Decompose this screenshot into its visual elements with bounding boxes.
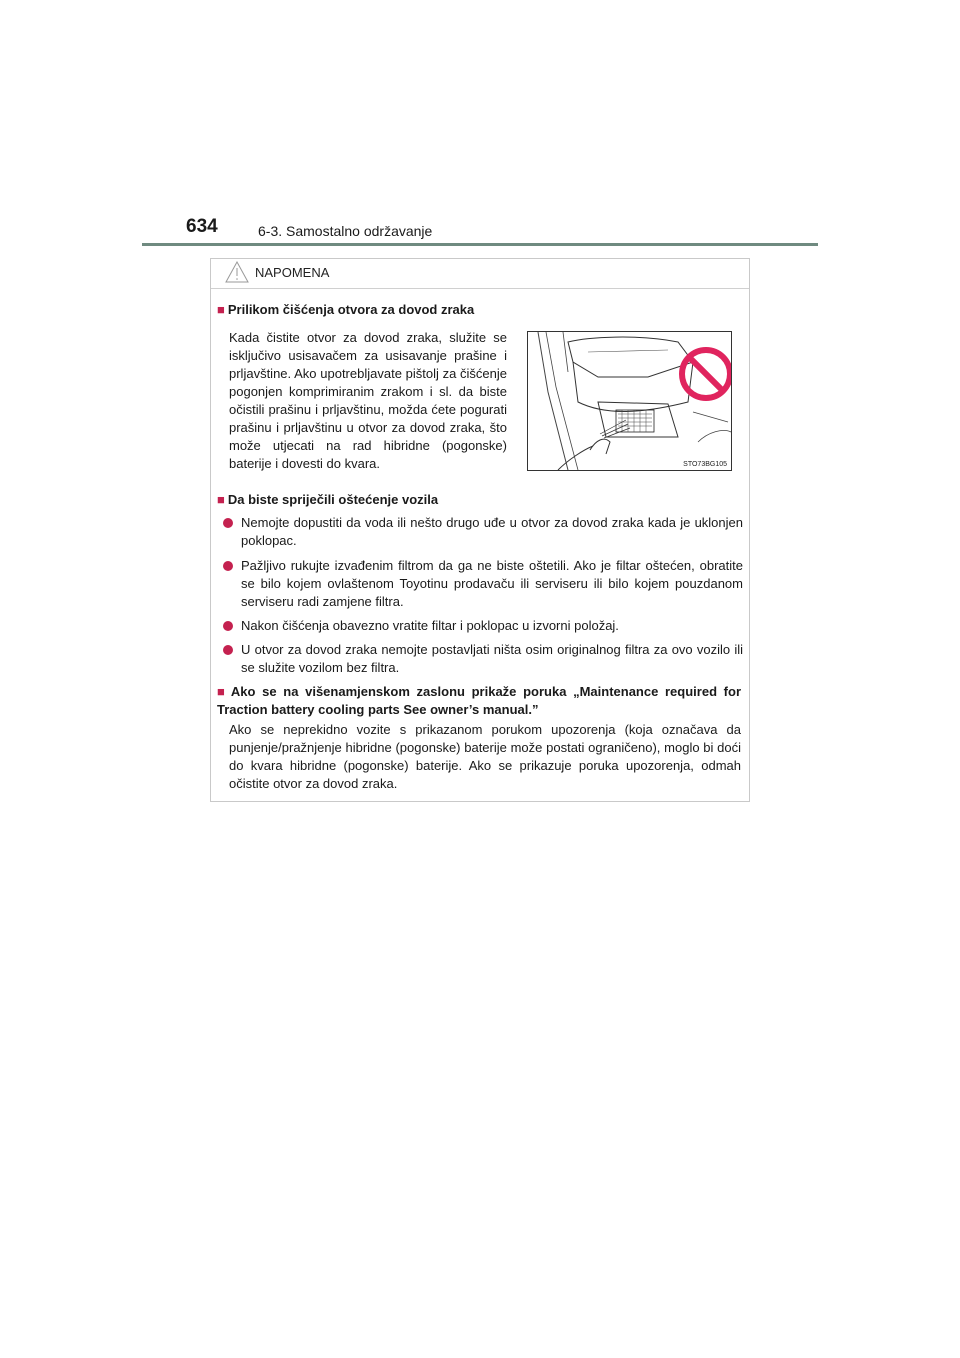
- paragraph-cleaning: Kada čistite otvor za dovod zraka, služite se isključivo usisavačem za usisavanje prašine i prljavštine. Ako upotrebljavate pištolj za čišćenje pogonjen komprimiranim zrakom i sl. da biste očistili prašinu i prljavštinu, možda ćete pogurati prašinu i prljavštinu u otvor za dovod zraka, što može utjecati na rad hibridne (pogonske) baterije i dovesti do kvara.: [229, 330, 507, 471]
- note-label: NAPOMENA: [255, 265, 330, 280]
- header-divider: [142, 243, 818, 246]
- paragraph-maintenance: Ako se neprekidno vozite s prikazanom porukom upozorenja (koja označava da punjenje/pražnjenje hibridne (pogonske) baterije može postati ograničeno), moglo bi doći do kvara hibridne (pogonske) baterije. Ako se prikazuje poruka upozorenja, odmah očistite otvor za dovod zraka.: [229, 722, 741, 791]
- heading-cleaning-text: Prilikom čišćenja otvora za dovod zraka: [227, 302, 475, 317]
- heading-prevent-damage-text: Da biste spriječili oštećenje vozila: [227, 492, 439, 507]
- heading-maintenance-message: [217, 683, 741, 719]
- note-header: [211, 259, 749, 289]
- heading-cleaning: [217, 301, 474, 319]
- heading-maintenance-message-text: Ako se na višenamjenskom zaslonu prikaže poruka „Maintenance required for Traction battery cooling parts See owner’s manual.”: [217, 684, 742, 717]
- page-number: 634: [186, 216, 218, 237]
- illustration-code: STO73BG105: [683, 461, 727, 468]
- square-bullet-icon: ■: [217, 684, 228, 699]
- list-item-text: Nakon čišćenja obavezno vratite filtar i poklopac u izvorni položaj.: [241, 618, 619, 633]
- bullet-dot-icon: [223, 621, 233, 631]
- list-item: [223, 617, 743, 635]
- square-bullet-icon: ■: [217, 492, 225, 507]
- square-bullet-icon: ■: [217, 302, 225, 317]
- list-item: [223, 557, 743, 611]
- list-item-text: Pažljivo rukujte izvađenim filtrom da ga ne biste oštetili. Ako je filtar oštećen, obratite se bilo kojem ovlaštenom Toyotinu prodavaču ili serviseru ili bilo kojem pouzdanom serviseru radi zamjene filtra.: [241, 558, 743, 609]
- section-title: 6-3. Samostalno održavanje: [258, 223, 433, 239]
- list-item-text: U otvor za dovod zraka nemojte postavljati ništa osim originalnog filtra za ovo vozilo ili se služite vozilom bez filtra.: [241, 642, 743, 675]
- note-box: [210, 258, 750, 802]
- heading-prevent-damage: [217, 491, 438, 509]
- bullet-dot-icon: [223, 645, 233, 655]
- illustration-air-intake: [527, 331, 732, 471]
- bullet-dot-icon: [223, 518, 233, 528]
- list-item-text: Nemojte dopustiti da voda ili nešto drugo uđe u otvor za dovod zraka kada je uklonjen poklopac.: [241, 515, 743, 548]
- warning-triangle-icon: [225, 261, 249, 283]
- bullet-dot-icon: [223, 561, 233, 571]
- list-item: [223, 514, 743, 550]
- illustration-drawing: [528, 332, 731, 470]
- list-item: [223, 641, 743, 677]
